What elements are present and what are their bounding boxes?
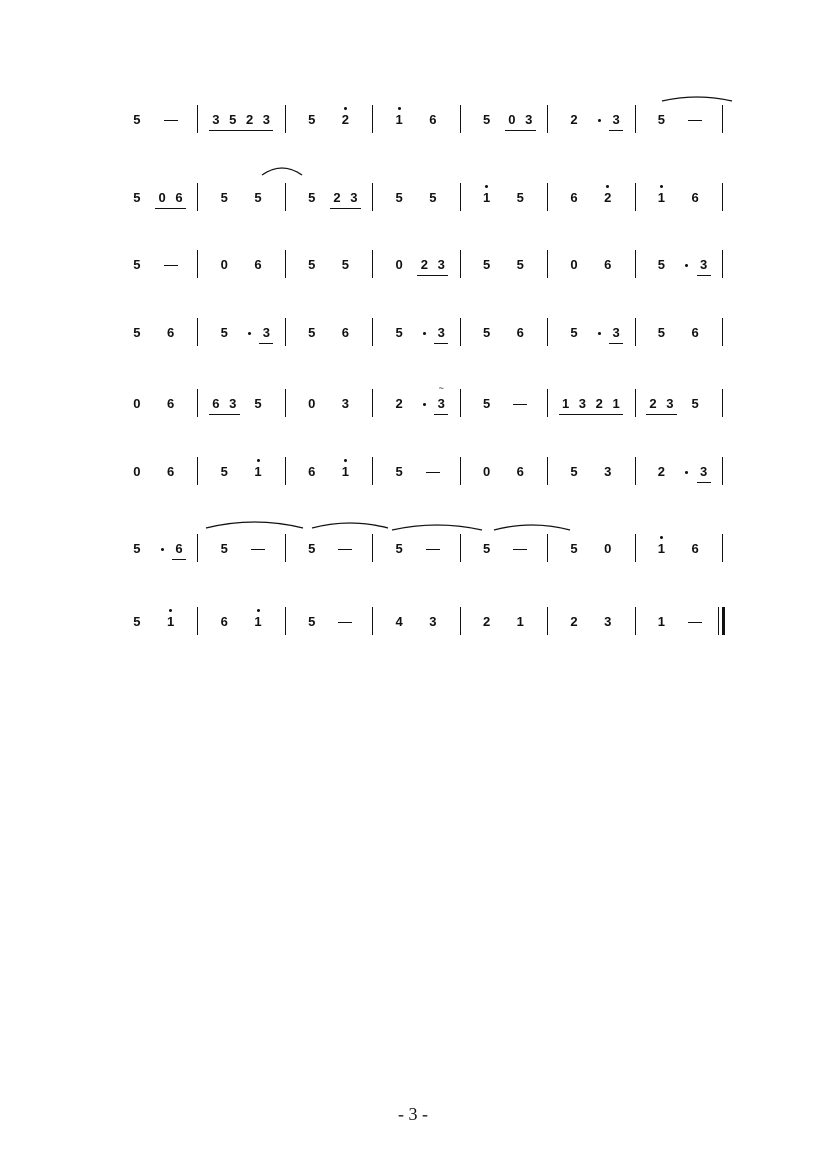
note-digit: 0 (395, 257, 403, 272)
note-digit: 3 (341, 396, 350, 411)
note-digit: 5 (657, 257, 666, 272)
note-digit: 5 (220, 325, 228, 340)
note-digit: 5 (570, 541, 578, 556)
note-digit: 6 (166, 464, 175, 479)
note-digit: 5 (482, 396, 491, 411)
note-digit: 5 (133, 325, 141, 340)
note-digit: 2 (420, 257, 429, 272)
note-digit: 3 (429, 614, 437, 629)
note-digit: 5 (220, 190, 228, 205)
note-digit: 5 (220, 541, 228, 556)
note-digit: 6 (166, 325, 175, 340)
note-digit: 6 (516, 325, 524, 340)
note-digit: 6 (691, 541, 699, 556)
note-digit: 3 (229, 396, 237, 411)
note-digit: 5 (308, 112, 316, 127)
note-digit: 1 (254, 614, 262, 629)
note-digit: 1 (482, 190, 491, 205)
note-digit: 3 (666, 396, 674, 411)
note-digit: 0 (508, 112, 516, 127)
note-digit: 6 (166, 396, 175, 411)
note-digit: 3 (604, 614, 612, 629)
note-digit: 1 (166, 614, 175, 629)
note-digit: 5 (395, 325, 403, 340)
note-digit: 3 (612, 325, 620, 340)
note-digit: 2 (245, 112, 254, 127)
note-digit: 5 (133, 257, 141, 272)
tie-slur (392, 525, 482, 530)
note-digit: 1 (612, 396, 620, 411)
note-digit: 5 (691, 396, 699, 411)
ornament-mark: ~ (438, 383, 444, 393)
note-digit: 3 (612, 112, 620, 127)
note-digit: 5 (482, 325, 491, 340)
note-digit: 1 (341, 464, 350, 479)
note-digit: 3 (437, 396, 445, 411)
note-digit: 5 (133, 541, 141, 556)
note-digit: 6 (341, 325, 350, 340)
note-digit: 5 (308, 541, 316, 556)
note-digit: 5 (482, 541, 491, 556)
note-digit: 6 (429, 112, 437, 127)
note-digit: 0 (133, 396, 141, 411)
note-digit: 5 (482, 112, 491, 127)
note-digit: 1 (657, 614, 666, 629)
note-digit: 0 (158, 190, 166, 205)
note-digit: 1 (516, 614, 524, 629)
note-digit: 2 (649, 396, 657, 411)
note-digit: 5 (308, 325, 316, 340)
note-digit: 1 (657, 541, 666, 556)
note-digit: 0 (482, 464, 491, 479)
note-digit: 2 (657, 464, 666, 479)
note-digit: 5 (220, 464, 228, 479)
note-digit: 1 (561, 396, 570, 411)
note-digit: 4 (395, 614, 403, 629)
note-digit: 0 (220, 257, 228, 272)
note-digit: 5 (657, 112, 666, 127)
note-digit: 3 (350, 190, 358, 205)
note-digit: 5 (133, 190, 141, 205)
tie-slur (662, 97, 732, 101)
note-digit: 5 (229, 112, 237, 127)
note-digit: 5 (254, 190, 262, 205)
note-digit: 5 (254, 396, 262, 411)
note-digit: 5 (133, 614, 141, 629)
note-digit: 3 (699, 464, 708, 479)
note-digit: 6 (212, 396, 220, 411)
note-digit: 5 (429, 190, 437, 205)
note-digit: 0 (133, 464, 141, 479)
note-digit: 6 (220, 614, 228, 629)
note-digit: 5 (570, 464, 578, 479)
note-digit: 2 (482, 614, 491, 629)
tie-slur (312, 523, 388, 528)
tie-slur (262, 168, 302, 175)
note-digit: 3 (212, 112, 220, 127)
note-digit: 5 (341, 257, 350, 272)
tie-slur (206, 522, 303, 528)
note-digit: 2 (570, 614, 578, 629)
note-digit: 2 (333, 190, 341, 205)
note-digit: 0 (570, 257, 578, 272)
note-digit: 1 (657, 190, 666, 205)
note-digit: 3 (604, 464, 612, 479)
note-digit: 3 (262, 325, 271, 340)
note-digit: 3 (262, 112, 271, 127)
note-digit: 5 (395, 190, 403, 205)
note-digit: 3 (525, 112, 533, 127)
note-digit: 5 (133, 112, 141, 127)
note-digit: 3 (437, 325, 445, 340)
note-digit: 3 (699, 257, 708, 272)
note-digit: 6 (254, 257, 262, 272)
note-digit: 6 (516, 464, 524, 479)
note-digit: 5 (308, 190, 316, 205)
note-digit: 0 (604, 541, 612, 556)
note-digit: 5 (395, 541, 403, 556)
note-digit: 2 (595, 396, 603, 411)
note-digit: 6 (604, 257, 612, 272)
note-digit: 2 (395, 396, 403, 411)
note-digit: 3 (437, 257, 445, 272)
note-digit: 5 (395, 464, 403, 479)
note-digit: 6 (691, 190, 699, 205)
note-digit: 5 (657, 325, 666, 340)
note-digit: 6 (691, 325, 699, 340)
note-digit: 6 (175, 190, 183, 205)
note-digit: 5 (570, 325, 578, 340)
note-digit: 6 (175, 541, 183, 556)
note-digit: 5 (308, 257, 316, 272)
note-digit: 6 (308, 464, 316, 479)
note-digit: 5 (516, 257, 524, 272)
note-digit: 5 (308, 614, 316, 629)
note-digit: 3 (578, 396, 587, 411)
note-digit: 0 (308, 396, 316, 411)
page-number: - 3 - (398, 1104, 428, 1124)
note-digit: 1 (395, 112, 403, 127)
note-digit: 2 (604, 190, 612, 205)
note-digit: 1 (254, 464, 262, 479)
note-digit: 6 (570, 190, 578, 205)
note-digit: 5 (482, 257, 491, 272)
tie-slur (494, 525, 570, 530)
note-digit: 2 (570, 112, 578, 127)
note-digit: 2 (341, 112, 350, 127)
note-digit: 5 (516, 190, 524, 205)
